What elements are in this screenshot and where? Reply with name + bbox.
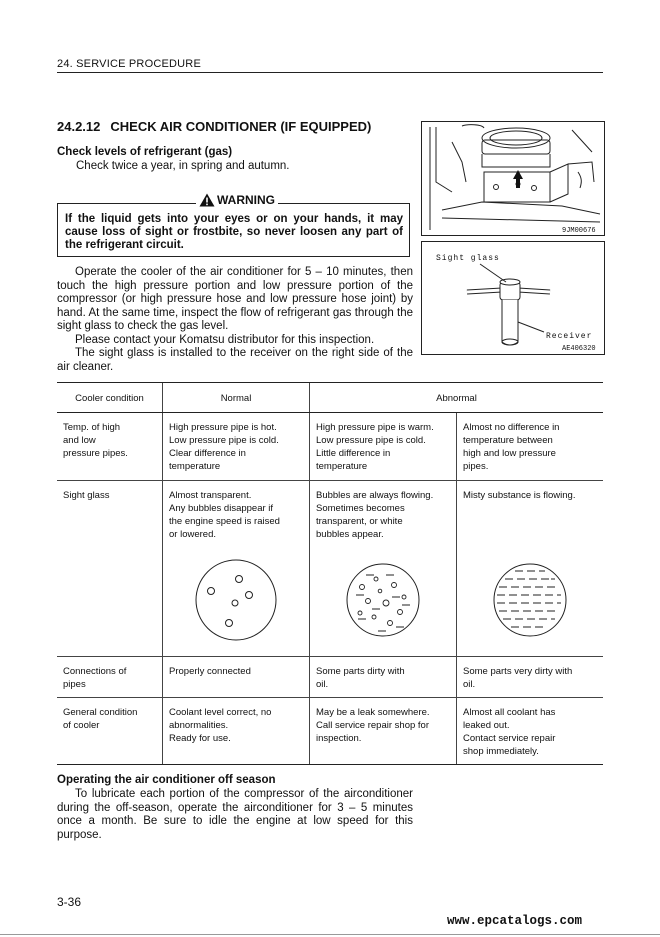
- sight-glass-misty-icon: [463, 557, 597, 643]
- cooler-condition-table: [57, 382, 603, 765]
- warning-triangle-icon: [199, 193, 215, 207]
- figure-code-2: AE406320: [562, 345, 596, 353]
- cell-line: and low: [63, 435, 96, 446]
- cell-line: Sometimes becomes: [316, 503, 405, 514]
- figure-sight-glass: [421, 241, 605, 355]
- cell-line: inspection.: [316, 733, 362, 744]
- table-row: [57, 698, 603, 765]
- cell-line: the engine speed is raised: [169, 516, 280, 527]
- cell-line: High pressure pipe is warm.: [316, 422, 434, 433]
- cell-line: Ready for use.: [169, 733, 231, 744]
- cell-condition: [57, 698, 163, 765]
- cell-line: Coolant level correct, no: [169, 707, 272, 718]
- sight-glass-clear-icon: [169, 557, 303, 643]
- section-number: 24.2.12: [57, 119, 101, 134]
- warning-text: If the liquid gets into your eyes or on your hands, it may cause loss of sight or frostbite, so never loosen any part of the refrigerant circuit.: [65, 213, 403, 251]
- check-levels-heading: Check levels of refrigerant (gas): [57, 146, 233, 158]
- cell-line: Temp. of high: [63, 422, 121, 433]
- cell-line: Almost all coolant has: [463, 707, 556, 718]
- warning-label-text: WARNING: [217, 193, 275, 207]
- cell-abnormal-2: [457, 698, 604, 765]
- cell-line: Properly connected: [169, 666, 251, 677]
- cell-abnormal-2: [457, 481, 604, 657]
- cell-normal: [163, 413, 310, 481]
- cell-line: Low pressure pipe is cold.: [316, 435, 426, 446]
- procedure-paragraph-1: Operate the cooler of the air conditioner for 5 – 10 minutes, then touch the high pressure portion and low pressure portion of the compressor (or high pressure hose and low pressure hose joint) by hand. At the same time, inspect the flow of refrigerant gas through the sight glass to check the gas level.: [57, 266, 413, 332]
- running-header: 24. SERVICE PROCEDURE: [57, 58, 201, 70]
- cell-line: May be a leak somewhere.: [316, 707, 430, 718]
- cell-line: high and low pressure: [463, 448, 556, 459]
- table-row: [57, 413, 603, 481]
- cell-line: Almost transparent.: [169, 490, 252, 501]
- cell-normal: [163, 481, 310, 657]
- off-season-heading: Operating the air conditioner off season: [57, 774, 276, 786]
- cell-abnormal-2: [457, 657, 604, 698]
- cell-line: temperature between: [463, 435, 553, 446]
- cell-abnormal-1: [310, 698, 457, 765]
- cell-line: Misty substance is flowing.: [463, 490, 576, 501]
- sight-glass-callout: Sight glass: [436, 254, 500, 263]
- table-row: [57, 481, 603, 657]
- procedure-text: [57, 266, 413, 374]
- off-season-text: [57, 788, 413, 842]
- cell-abnormal-2: [457, 413, 604, 481]
- cell-condition: [57, 413, 163, 481]
- cell-line: Sight glass: [63, 490, 110, 501]
- table-header-row: [57, 383, 603, 413]
- cell-line: transparent, or white: [316, 516, 403, 527]
- cell-line: temperature: [169, 461, 221, 472]
- cell-line: High pressure pipe is hot.: [169, 422, 277, 433]
- header-normal: Normal: [163, 383, 310, 413]
- cell-line: bubbles appear.: [316, 529, 384, 540]
- warning-label: [196, 193, 278, 207]
- cell-line: pipes.: [463, 461, 489, 472]
- procedure-paragraph-3: The sight glass is installed to the receiver on the right side of the air cleaner.: [57, 347, 413, 373]
- cell-line: Low pressure pipe is cold.: [169, 435, 279, 446]
- cell-line: Clear difference in: [169, 448, 246, 459]
- cell-normal: [163, 657, 310, 698]
- sight-glass-illustration: [422, 242, 604, 354]
- engine-compartment-illustration: [422, 122, 604, 235]
- cell-line: pipes: [63, 679, 86, 690]
- cell-line: or lowered.: [169, 529, 216, 540]
- cell-line: General condition: [63, 707, 138, 718]
- cell-line: oil.: [316, 679, 329, 690]
- cell-line: abnormalities.: [169, 720, 229, 731]
- procedure-paragraph-2: Please contact your Komatsu distributor for this inspection.: [75, 333, 375, 346]
- header-cooler-condition: Cooler condition: [57, 383, 163, 413]
- cell-line: Little difference in: [316, 448, 391, 459]
- cell-line: Connections of: [63, 666, 127, 677]
- cell-line: Almost no difference in: [463, 422, 560, 433]
- cell-abnormal-1: [310, 481, 457, 657]
- page-number: 3-36: [57, 895, 82, 909]
- check-levels-text: Check twice a year, in spring and autumn.: [76, 160, 290, 172]
- receiver-callout: Receiver: [546, 332, 593, 341]
- figure-engine-compartment: [421, 121, 605, 236]
- table-row: [57, 657, 603, 698]
- cell-line: oil.: [463, 679, 476, 690]
- cell-line: Some parts very dirty with: [463, 666, 573, 677]
- cell-condition: [57, 481, 163, 657]
- cell-line: Bubbles are always flowing.: [316, 490, 434, 501]
- off-season-paragraph: To lubricate each portion of the compressor of the airconditioner during the off-season, operate the airconditioner for 3 – 5 minutes once a month. Be sure to idle the engine at low speed for this purpose.: [57, 788, 413, 841]
- cell-line: of cooler: [63, 720, 100, 731]
- cell-line: Call service repair shop for: [316, 720, 429, 731]
- section-heading: CHECK AIR CONDITIONER (IF EQUIPPED): [110, 119, 372, 134]
- cell-abnormal-1: [310, 657, 457, 698]
- bottom-rule: [0, 934, 660, 935]
- section-title: [57, 119, 371, 134]
- cell-line: shop immediately.: [463, 746, 539, 757]
- cell-line: leaked out.: [463, 720, 510, 731]
- cell-abnormal-1: [310, 413, 457, 481]
- figure-code-1: 9JM00676: [562, 227, 596, 235]
- watermark-site: www.epcatalogs.com: [447, 914, 583, 928]
- sight-glass-bubbles-icon: [316, 557, 450, 643]
- header-rule: [57, 72, 603, 73]
- cell-line: Contact service repair: [463, 733, 556, 744]
- cell-condition: [57, 657, 163, 698]
- cell-line: Some parts dirty with: [316, 666, 405, 677]
- cell-normal: [163, 698, 310, 765]
- cell-line: temperature: [316, 461, 368, 472]
- cell-line: Any bubbles disappear if: [169, 503, 274, 514]
- header-abnormal: Abnormal: [310, 383, 604, 413]
- cell-line: pressure pipes.: [63, 448, 128, 459]
